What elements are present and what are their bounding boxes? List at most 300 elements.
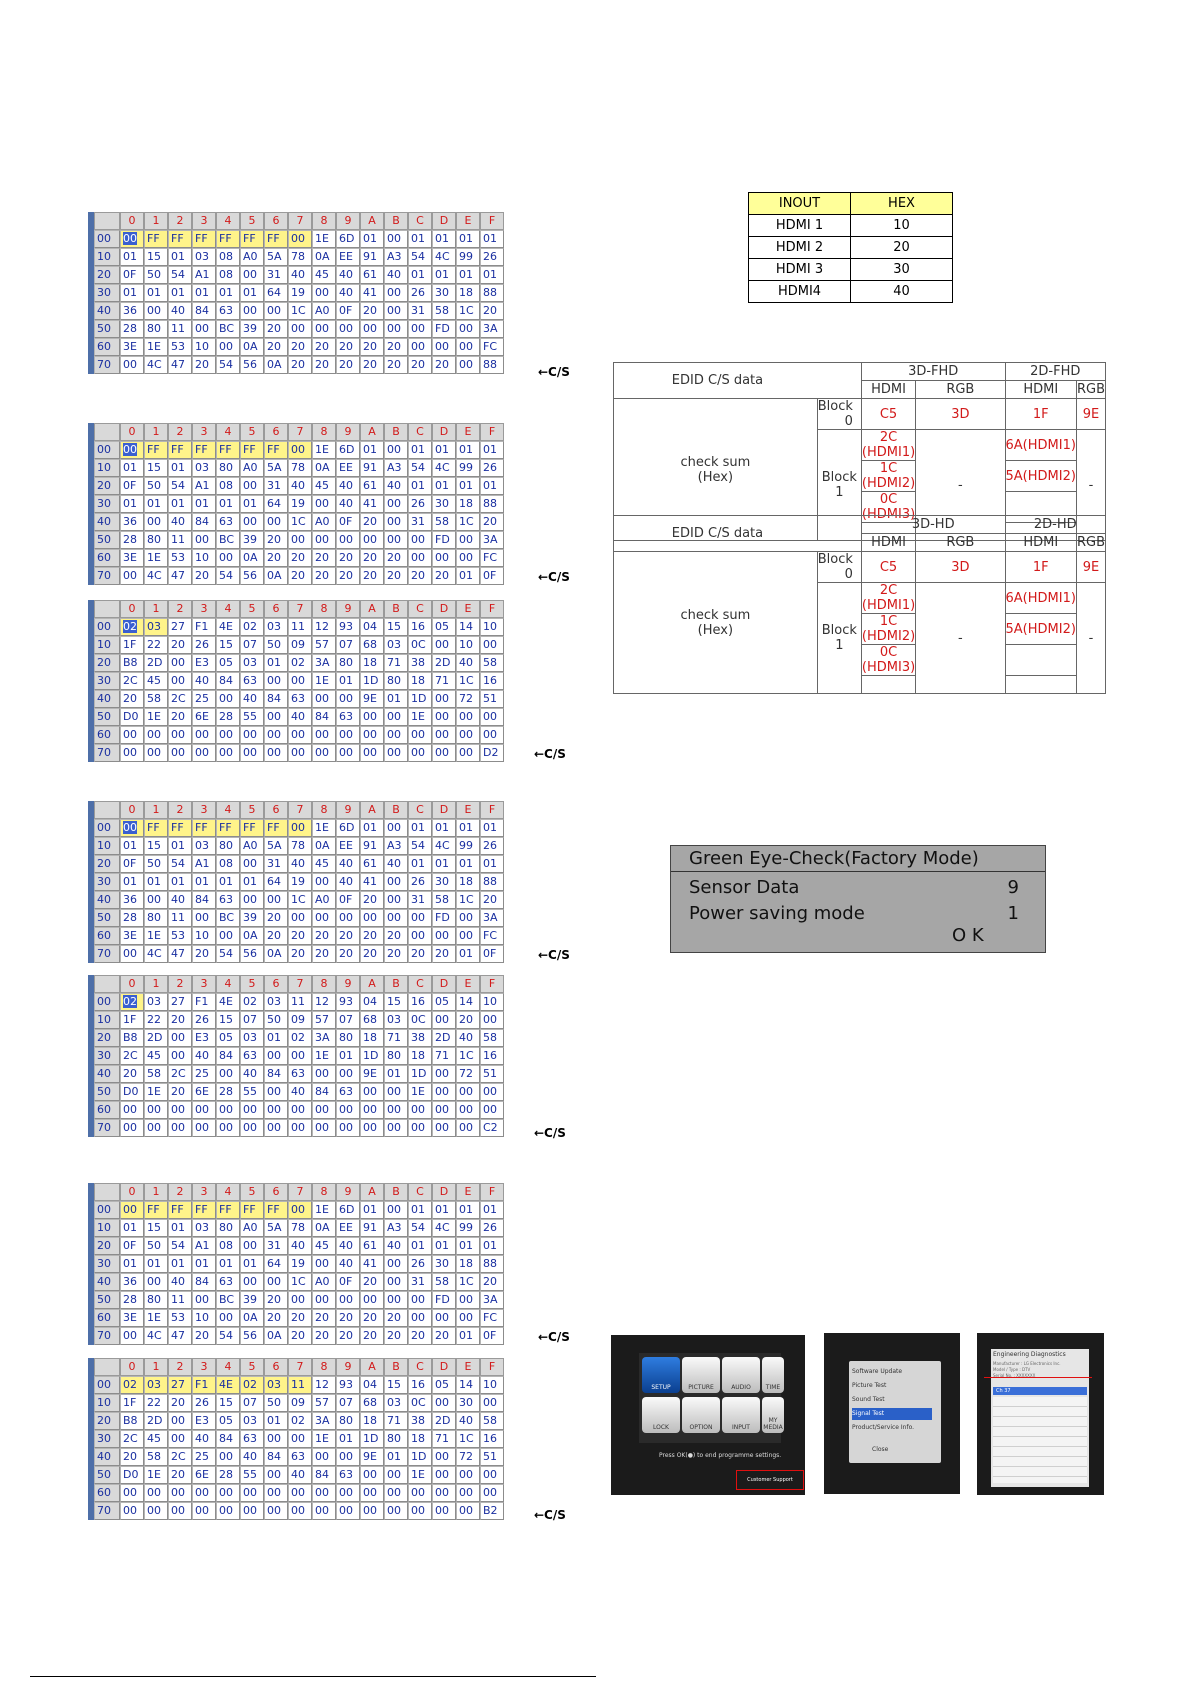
hex-cell[interactable]: 00	[360, 1083, 384, 1101]
hex-cell[interactable]: 80	[216, 1219, 240, 1237]
hex-cell[interactable]: 00	[336, 1119, 360, 1137]
hex-cell[interactable]: 20	[288, 338, 312, 356]
hex-cell[interactable]: 28	[216, 708, 240, 726]
hex-cell[interactable]: 00	[120, 1327, 144, 1345]
hex-cell[interactable]: 00	[456, 320, 480, 338]
hex-cell[interactable]: FF	[240, 819, 264, 837]
hex-cell[interactable]: 00	[288, 1119, 312, 1137]
hex-cell[interactable]: 00	[360, 1466, 384, 1484]
hex-cell[interactable]: 22	[144, 636, 168, 654]
hex-cell[interactable]: 00	[456, 1502, 480, 1520]
hex-cell[interactable]: 20	[288, 567, 312, 585]
hex-cell[interactable]: 00	[240, 1237, 264, 1255]
hex-cell[interactable]: 22	[144, 1394, 168, 1412]
hex-cell[interactable]: 18	[408, 1047, 432, 1065]
hex-cell[interactable]: 20	[192, 567, 216, 585]
hex-cell[interactable]: 00	[240, 266, 264, 284]
hex-cell[interactable]: 01	[408, 819, 432, 837]
hex-cell[interactable]: 5A	[264, 248, 288, 266]
hex-cell[interactable]: 01	[432, 441, 456, 459]
hex-cell[interactable]: 01	[336, 1430, 360, 1448]
hex-cell[interactable]: 16	[480, 1047, 504, 1065]
hex-cell[interactable]: 00	[144, 1273, 168, 1291]
hex-cell[interactable]: 03	[192, 837, 216, 855]
hex-cell[interactable]: 00	[144, 513, 168, 531]
hex-cell[interactable]: 20	[336, 1309, 360, 1327]
hex-cell[interactable]: 20	[264, 1309, 288, 1327]
hex-cell[interactable]: 1D	[360, 1047, 384, 1065]
hex-cell[interactable]: 63	[240, 672, 264, 690]
hex-cell[interactable]: 5A	[264, 837, 288, 855]
hex-cell[interactable]: 08	[216, 266, 240, 284]
hex-cell[interactable]: 00	[288, 909, 312, 927]
hex-cell[interactable]: 9E	[360, 690, 384, 708]
hex-cell[interactable]: 57	[312, 636, 336, 654]
hex-cell[interactable]: 58	[480, 1029, 504, 1047]
hex-cell[interactable]: 01	[144, 873, 168, 891]
hex-cell[interactable]: 00	[384, 441, 408, 459]
hex-cell[interactable]: 00	[216, 927, 240, 945]
hex-cell[interactable]: F1	[192, 618, 216, 636]
hex-cell[interactable]: 20	[360, 891, 384, 909]
hex-cell[interactable]: 01	[168, 1219, 192, 1237]
hex-cell[interactable]: 26	[408, 1255, 432, 1273]
hex-cell[interactable]: 00	[144, 891, 168, 909]
menu-close-button[interactable]: Close	[872, 1446, 889, 1453]
hex-cell[interactable]: F1	[192, 993, 216, 1011]
hex-cell[interactable]: 4E	[216, 618, 240, 636]
hex-cell[interactable]: 55	[240, 1466, 264, 1484]
hex-cell[interactable]: 20	[336, 945, 360, 963]
hex-cell[interactable]: 41	[360, 495, 384, 513]
hex-cell[interactable]: 00	[192, 320, 216, 338]
hex-cell[interactable]: 3A	[480, 320, 504, 338]
hex-cell[interactable]: 1C	[456, 891, 480, 909]
hex-cell[interactable]: 01	[192, 284, 216, 302]
hex-cell[interactable]: 80	[144, 909, 168, 927]
hex-cell[interactable]: BC	[216, 1291, 240, 1309]
hex-cell[interactable]: 20	[360, 513, 384, 531]
hex-cell[interactable]: 01	[408, 441, 432, 459]
hex-cell[interactable]: 20	[264, 909, 288, 927]
hex-cell[interactable]: 03	[384, 636, 408, 654]
hex-cell[interactable]: 26	[480, 837, 504, 855]
hex-cell[interactable]: 4C	[144, 945, 168, 963]
channel-selector[interactable]	[993, 1387, 1087, 1395]
hex-cell[interactable]: FF	[216, 819, 240, 837]
hex-cell[interactable]: 00	[264, 1119, 288, 1137]
hex-cell[interactable]: 53	[168, 927, 192, 945]
hex-cell[interactable]: 01	[168, 284, 192, 302]
hex-cell[interactable]: 00	[264, 1273, 288, 1291]
hex-cell[interactable]: 00	[240, 513, 264, 531]
hex-cell[interactable]: 00	[264, 1083, 288, 1101]
hex-cell[interactable]: 00	[360, 1502, 384, 1520]
hex-cell[interactable]: 36	[120, 1273, 144, 1291]
hex-cell[interactable]: 1C	[456, 513, 480, 531]
hex-cell[interactable]: 20	[120, 1065, 144, 1083]
hex-cell[interactable]: 01	[408, 477, 432, 495]
audio-tile[interactable]	[722, 1357, 760, 1393]
hex-cell[interactable]: 20	[192, 1327, 216, 1345]
hex-cell[interactable]: 00	[168, 1029, 192, 1047]
hex-cell[interactable]: 01	[168, 837, 192, 855]
hex-cell[interactable]: 01	[480, 477, 504, 495]
hex-cell[interactable]: 63	[216, 513, 240, 531]
hex-cell[interactable]: 00	[216, 726, 240, 744]
hex-cell[interactable]: 63	[216, 1273, 240, 1291]
hex-cell[interactable]: 20	[480, 891, 504, 909]
hex-cell[interactable]: 0F	[120, 1237, 144, 1255]
hex-cell[interactable]: 00	[216, 1484, 240, 1502]
hex-cell[interactable]: 2D	[144, 654, 168, 672]
hex-cell[interactable]: 00	[408, 744, 432, 762]
hex-cell[interactable]: 00	[264, 1466, 288, 1484]
hex-cell[interactable]: 00	[144, 302, 168, 320]
hex-cell[interactable]: 08	[216, 477, 240, 495]
hex-cell[interactable]: 30	[432, 1255, 456, 1273]
hex-cell[interactable]: 00	[312, 873, 336, 891]
hex-cell[interactable]: 6D	[336, 441, 360, 459]
hex-cell[interactable]: 20	[360, 1309, 384, 1327]
hex-cell[interactable]: 28	[216, 1466, 240, 1484]
hex-cell[interactable]: 20	[168, 1466, 192, 1484]
hex-cell[interactable]: 16	[408, 618, 432, 636]
hex-cell[interactable]: 19	[288, 1255, 312, 1273]
hex-cell[interactable]: 00	[480, 1466, 504, 1484]
hex-cell[interactable]: FF	[168, 441, 192, 459]
hex-cell[interactable]: FF	[264, 441, 288, 459]
hex-cell[interactable]: 11	[288, 1376, 312, 1394]
hex-cell[interactable]: A0	[312, 891, 336, 909]
hex-cell[interactable]: 00	[456, 909, 480, 927]
hex-cell[interactable]: 1C	[288, 1273, 312, 1291]
hex-cell[interactable]: 40	[168, 302, 192, 320]
hex-cell[interactable]: 18	[456, 873, 480, 891]
hex-cell[interactable]: 00	[288, 1502, 312, 1520]
hex-cell[interactable]: 10	[456, 636, 480, 654]
hex-cell[interactable]: 00	[456, 549, 480, 567]
hex-cell[interactable]: 11	[168, 531, 192, 549]
hex-cell[interactable]: 00	[456, 1309, 480, 1327]
hex-cell[interactable]: 20	[312, 945, 336, 963]
hex-cell[interactable]: 99	[456, 459, 480, 477]
hex-cell[interactable]: 01	[264, 654, 288, 672]
hex-cell[interactable]: 00	[288, 672, 312, 690]
hex-cell[interactable]: 63	[216, 891, 240, 909]
hex-cell[interactable]: 00	[264, 672, 288, 690]
hex-cell[interactable]: 00	[384, 1502, 408, 1520]
hex-cell[interactable]: 01	[168, 1255, 192, 1273]
hex-cell[interactable]: 1F	[120, 636, 144, 654]
hex-cell[interactable]: 0A	[312, 248, 336, 266]
hex-cell[interactable]: FD	[432, 320, 456, 338]
hex-cell[interactable]: 02	[288, 1029, 312, 1047]
hex-cell[interactable]: 00	[480, 1484, 504, 1502]
hex-cell[interactable]: 54	[168, 477, 192, 495]
hex-cell[interactable]: 1C	[456, 1430, 480, 1448]
hex-cell[interactable]: 00	[144, 1484, 168, 1502]
hex-cell[interactable]: 3E	[120, 549, 144, 567]
hex-cell[interactable]: 00	[408, 1119, 432, 1137]
hex-cell[interactable]: 30	[432, 873, 456, 891]
hex-cell[interactable]: 00	[456, 927, 480, 945]
hex-cell[interactable]: 40	[192, 1047, 216, 1065]
hex-cell[interactable]: 01	[480, 266, 504, 284]
hex-cell[interactable]: B8	[120, 654, 144, 672]
hex-cell[interactable]: 00	[432, 1101, 456, 1119]
hex-cell[interactable]: 00	[288, 744, 312, 762]
hex-cell[interactable]: 20	[360, 549, 384, 567]
hex-cell[interactable]: 03	[264, 1376, 288, 1394]
hex-cell[interactable]: 91	[360, 1219, 384, 1237]
hex-cell[interactable]: 00	[264, 744, 288, 762]
hex-cell[interactable]: 00	[240, 726, 264, 744]
hex-cell[interactable]: 3A	[312, 1029, 336, 1047]
hex-cell[interactable]: 20	[456, 1011, 480, 1029]
hex-cell[interactable]: 00	[264, 1047, 288, 1065]
hex-cell[interactable]: 45	[144, 1047, 168, 1065]
hex-cell[interactable]: 63	[336, 1083, 360, 1101]
hex-cell[interactable]: 41	[360, 1255, 384, 1273]
hex-cell[interactable]: 5A	[264, 459, 288, 477]
hex-cell[interactable]: 26	[192, 1394, 216, 1412]
hex-cell[interactable]: 64	[264, 873, 288, 891]
hex-cell[interactable]: 00	[240, 855, 264, 873]
hex-cell[interactable]: 00	[384, 320, 408, 338]
hex-cell[interactable]: 00	[432, 1394, 456, 1412]
hex-cell[interactable]: 00	[192, 1502, 216, 1520]
hex-cell[interactable]: 00	[360, 909, 384, 927]
hex-cell[interactable]: 00	[240, 1101, 264, 1119]
hex-cell[interactable]: 31	[264, 855, 288, 873]
hex-cell[interactable]: 01	[120, 248, 144, 266]
hex-cell[interactable]: FF	[216, 1201, 240, 1219]
hex-cell[interactable]: 03	[240, 654, 264, 672]
hex-cell[interactable]: 20	[264, 549, 288, 567]
hex-cell[interactable]: 01	[432, 1237, 456, 1255]
hex-cell[interactable]: 56	[240, 945, 264, 963]
hex-cell[interactable]: 00	[312, 1291, 336, 1309]
hex-cell[interactable]: 20	[360, 1327, 384, 1345]
hex-cell[interactable]: 01	[168, 495, 192, 513]
hex-cell[interactable]: 38	[408, 1412, 432, 1430]
hex-cell[interactable]: 10	[192, 1309, 216, 1327]
hex-cell[interactable]: 40	[288, 1237, 312, 1255]
hex-cell[interactable]: 4C	[432, 1219, 456, 1237]
hex-cell[interactable]: 00	[120, 1484, 144, 1502]
hex-cell[interactable]: 47	[168, 945, 192, 963]
hex-cell[interactable]: 00	[312, 726, 336, 744]
hex-cell[interactable]: 51	[480, 1448, 504, 1466]
menu-item-sound-test[interactable]: Sound Test	[852, 1396, 885, 1403]
hex-cell[interactable]: 00	[432, 1502, 456, 1520]
hex-cell[interactable]: 51	[480, 690, 504, 708]
hex-cell[interactable]: 50	[144, 266, 168, 284]
hex-cell[interactable]: 1E	[312, 230, 336, 248]
hex-cell[interactable]: 26	[192, 1011, 216, 1029]
hex-cell[interactable]: 07	[240, 1011, 264, 1029]
hex-cell[interactable]: 00	[456, 1083, 480, 1101]
hex-cell[interactable]: 00	[456, 356, 480, 374]
hex-cell[interactable]: BC	[216, 909, 240, 927]
hex-cell[interactable]: 0F	[120, 855, 144, 873]
hex-cell[interactable]: 00	[336, 726, 360, 744]
hex-cell[interactable]: 00	[144, 1119, 168, 1137]
hex-cell[interactable]: 54	[408, 1219, 432, 1237]
hex-cell[interactable]: 00	[384, 513, 408, 531]
hex-cell[interactable]: 00	[312, 1448, 336, 1466]
hex-cell[interactable]: 01	[480, 855, 504, 873]
hex-cell[interactable]: 01	[456, 855, 480, 873]
hex-cell[interactable]: A0	[240, 1219, 264, 1237]
hex-cell[interactable]: 40	[240, 690, 264, 708]
hex-cell[interactable]: 01	[120, 459, 144, 477]
hex-cell[interactable]: 00	[432, 1484, 456, 1502]
hex-cell[interactable]: 05	[216, 654, 240, 672]
hex-cell[interactable]: 02	[240, 993, 264, 1011]
hex-cell[interactable]: 00	[384, 1291, 408, 1309]
hex-cell[interactable]: 68	[360, 1011, 384, 1029]
hex-cell[interactable]: 07	[336, 636, 360, 654]
hex-cell[interactable]: 71	[432, 1047, 456, 1065]
hex-cell[interactable]: 20	[312, 549, 336, 567]
hex-cell[interactable]: 03	[264, 993, 288, 1011]
hex-cell[interactable]: 00	[408, 1502, 432, 1520]
hex-cell[interactable]: 00	[168, 654, 192, 672]
hex-cell[interactable]: 80	[144, 1291, 168, 1309]
hex-cell[interactable]: 39	[240, 909, 264, 927]
hex-cell[interactable]: 1D	[408, 1448, 432, 1466]
hex-cell[interactable]: 00	[336, 690, 360, 708]
hex-cell[interactable]: A1	[192, 477, 216, 495]
hex-cell[interactable]: 18	[456, 284, 480, 302]
hex-cell[interactable]: 00	[336, 1291, 360, 1309]
hex-cell[interactable]: 14	[456, 618, 480, 636]
hex-cell[interactable]: 2C	[168, 1448, 192, 1466]
hex-cell[interactable]: 00	[120, 1119, 144, 1137]
hex-cell[interactable]: 00	[120, 945, 144, 963]
hex-cell[interactable]: 26	[480, 248, 504, 266]
hex-cell[interactable]: 80	[336, 1029, 360, 1047]
hex-cell[interactable]: 00	[456, 708, 480, 726]
hex-cell[interactable]: 00	[216, 1119, 240, 1137]
hex-cell[interactable]: 31	[264, 1237, 288, 1255]
hex-cell[interactable]: FC	[480, 338, 504, 356]
hex-cell[interactable]: 00	[384, 302, 408, 320]
hex-cell[interactable]: 20	[288, 945, 312, 963]
hex-cell[interactable]: 20	[312, 927, 336, 945]
hex-cell[interactable]: 68	[360, 1394, 384, 1412]
hex-cell[interactable]: 20	[336, 1327, 360, 1345]
hex-cell[interactable]: 20	[384, 1327, 408, 1345]
hex-cell[interactable]: 00	[480, 1394, 504, 1412]
hex-cell[interactable]: FF	[240, 1201, 264, 1219]
hex-cell[interactable]: 00	[144, 1502, 168, 1520]
hex-cell[interactable]: 00	[384, 891, 408, 909]
hex-cell[interactable]: 45	[312, 477, 336, 495]
hex-cell[interactable]: 09	[288, 1394, 312, 1412]
hex-cell[interactable]: 71	[384, 1412, 408, 1430]
hex-cell[interactable]: 6D	[336, 230, 360, 248]
hex-cell[interactable]: 00	[360, 744, 384, 762]
hex-cell[interactable]: 1E	[312, 1047, 336, 1065]
hex-cell[interactable]: 01	[240, 1255, 264, 1273]
hex-cell[interactable]: 20	[288, 1327, 312, 1345]
hex-cell[interactable]: 00	[360, 1484, 384, 1502]
hex-cell[interactable]: 02	[240, 1376, 264, 1394]
hex-cell[interactable]: 00	[384, 495, 408, 513]
menu-item-software-update[interactable]: Software Update	[852, 1368, 903, 1375]
hex-cell[interactable]: 20	[288, 549, 312, 567]
hex-cell[interactable]: 01	[336, 1047, 360, 1065]
hex-cell[interactable]: 00	[216, 1065, 240, 1083]
hex-cell[interactable]: FF	[144, 441, 168, 459]
hex-cell[interactable]: 4E	[216, 1376, 240, 1394]
hex-cell[interactable]: 38	[408, 654, 432, 672]
hex-cell[interactable]: 3A	[480, 909, 504, 927]
hex-cell[interactable]: 0A	[240, 549, 264, 567]
hex-cell[interactable]: 61	[360, 266, 384, 284]
hex-cell[interactable]: 61	[360, 855, 384, 873]
hex-cell[interactable]: A0	[312, 302, 336, 320]
hex-cell[interactable]: 1E	[312, 672, 336, 690]
hex-cell[interactable]: 40	[240, 1448, 264, 1466]
hex-cell[interactable]: A3	[384, 1219, 408, 1237]
hex-cell[interactable]: 20	[384, 927, 408, 945]
hex-cell[interactable]: 63	[336, 1466, 360, 1484]
hex-cell[interactable]: 00	[168, 1101, 192, 1119]
hex-cell[interactable]: 58	[480, 1412, 504, 1430]
hex-cell[interactable]: 80	[384, 1047, 408, 1065]
hex-cell[interactable]: 93	[336, 993, 360, 1011]
hex-cell[interactable]: 12	[312, 618, 336, 636]
hex-cell[interactable]: 40	[288, 477, 312, 495]
hex-cell[interactable]: 10	[480, 1376, 504, 1394]
hex-cell[interactable]: 1C	[456, 1273, 480, 1291]
hex-cell[interactable]: 3A	[480, 1291, 504, 1309]
hex-cell[interactable]: 20	[480, 1273, 504, 1291]
hex-cell[interactable]: 00	[120, 1101, 144, 1119]
hex-cell[interactable]: 00	[336, 909, 360, 927]
hex-cell[interactable]: 0A	[264, 945, 288, 963]
hex-cell[interactable]: 6E	[192, 1466, 216, 1484]
hex-cell[interactable]: 45	[144, 672, 168, 690]
hex-cell[interactable]: FF	[216, 230, 240, 248]
hex-cell[interactable]: FF	[240, 230, 264, 248]
hex-cell[interactable]: 00	[288, 441, 312, 459]
hex-cell[interactable]: 20	[120, 1448, 144, 1466]
hex-cell[interactable]: 28	[120, 531, 144, 549]
hex-cell[interactable]: 25	[192, 1065, 216, 1083]
hex-cell[interactable]: 01	[144, 495, 168, 513]
hex-cell[interactable]: 15	[216, 1394, 240, 1412]
hex-cell[interactable]: 1E	[312, 1430, 336, 1448]
hex-cell[interactable]: 00	[168, 672, 192, 690]
hex-cell[interactable]: 01	[192, 873, 216, 891]
hex-cell[interactable]: A3	[384, 248, 408, 266]
hex-cell[interactable]: 20	[264, 531, 288, 549]
hex-cell[interactable]: 20	[312, 356, 336, 374]
hex-cell[interactable]: 00	[168, 744, 192, 762]
hex-cell[interactable]: 00	[312, 284, 336, 302]
hex-cell[interactable]: 00	[432, 927, 456, 945]
hex-cell[interactable]: 00	[240, 891, 264, 909]
hex-cell[interactable]: 63	[240, 1430, 264, 1448]
hex-cell[interactable]: 12	[312, 1376, 336, 1394]
hex-cell[interactable]: 0A	[240, 1309, 264, 1327]
hex-cell[interactable]: 01	[408, 855, 432, 873]
